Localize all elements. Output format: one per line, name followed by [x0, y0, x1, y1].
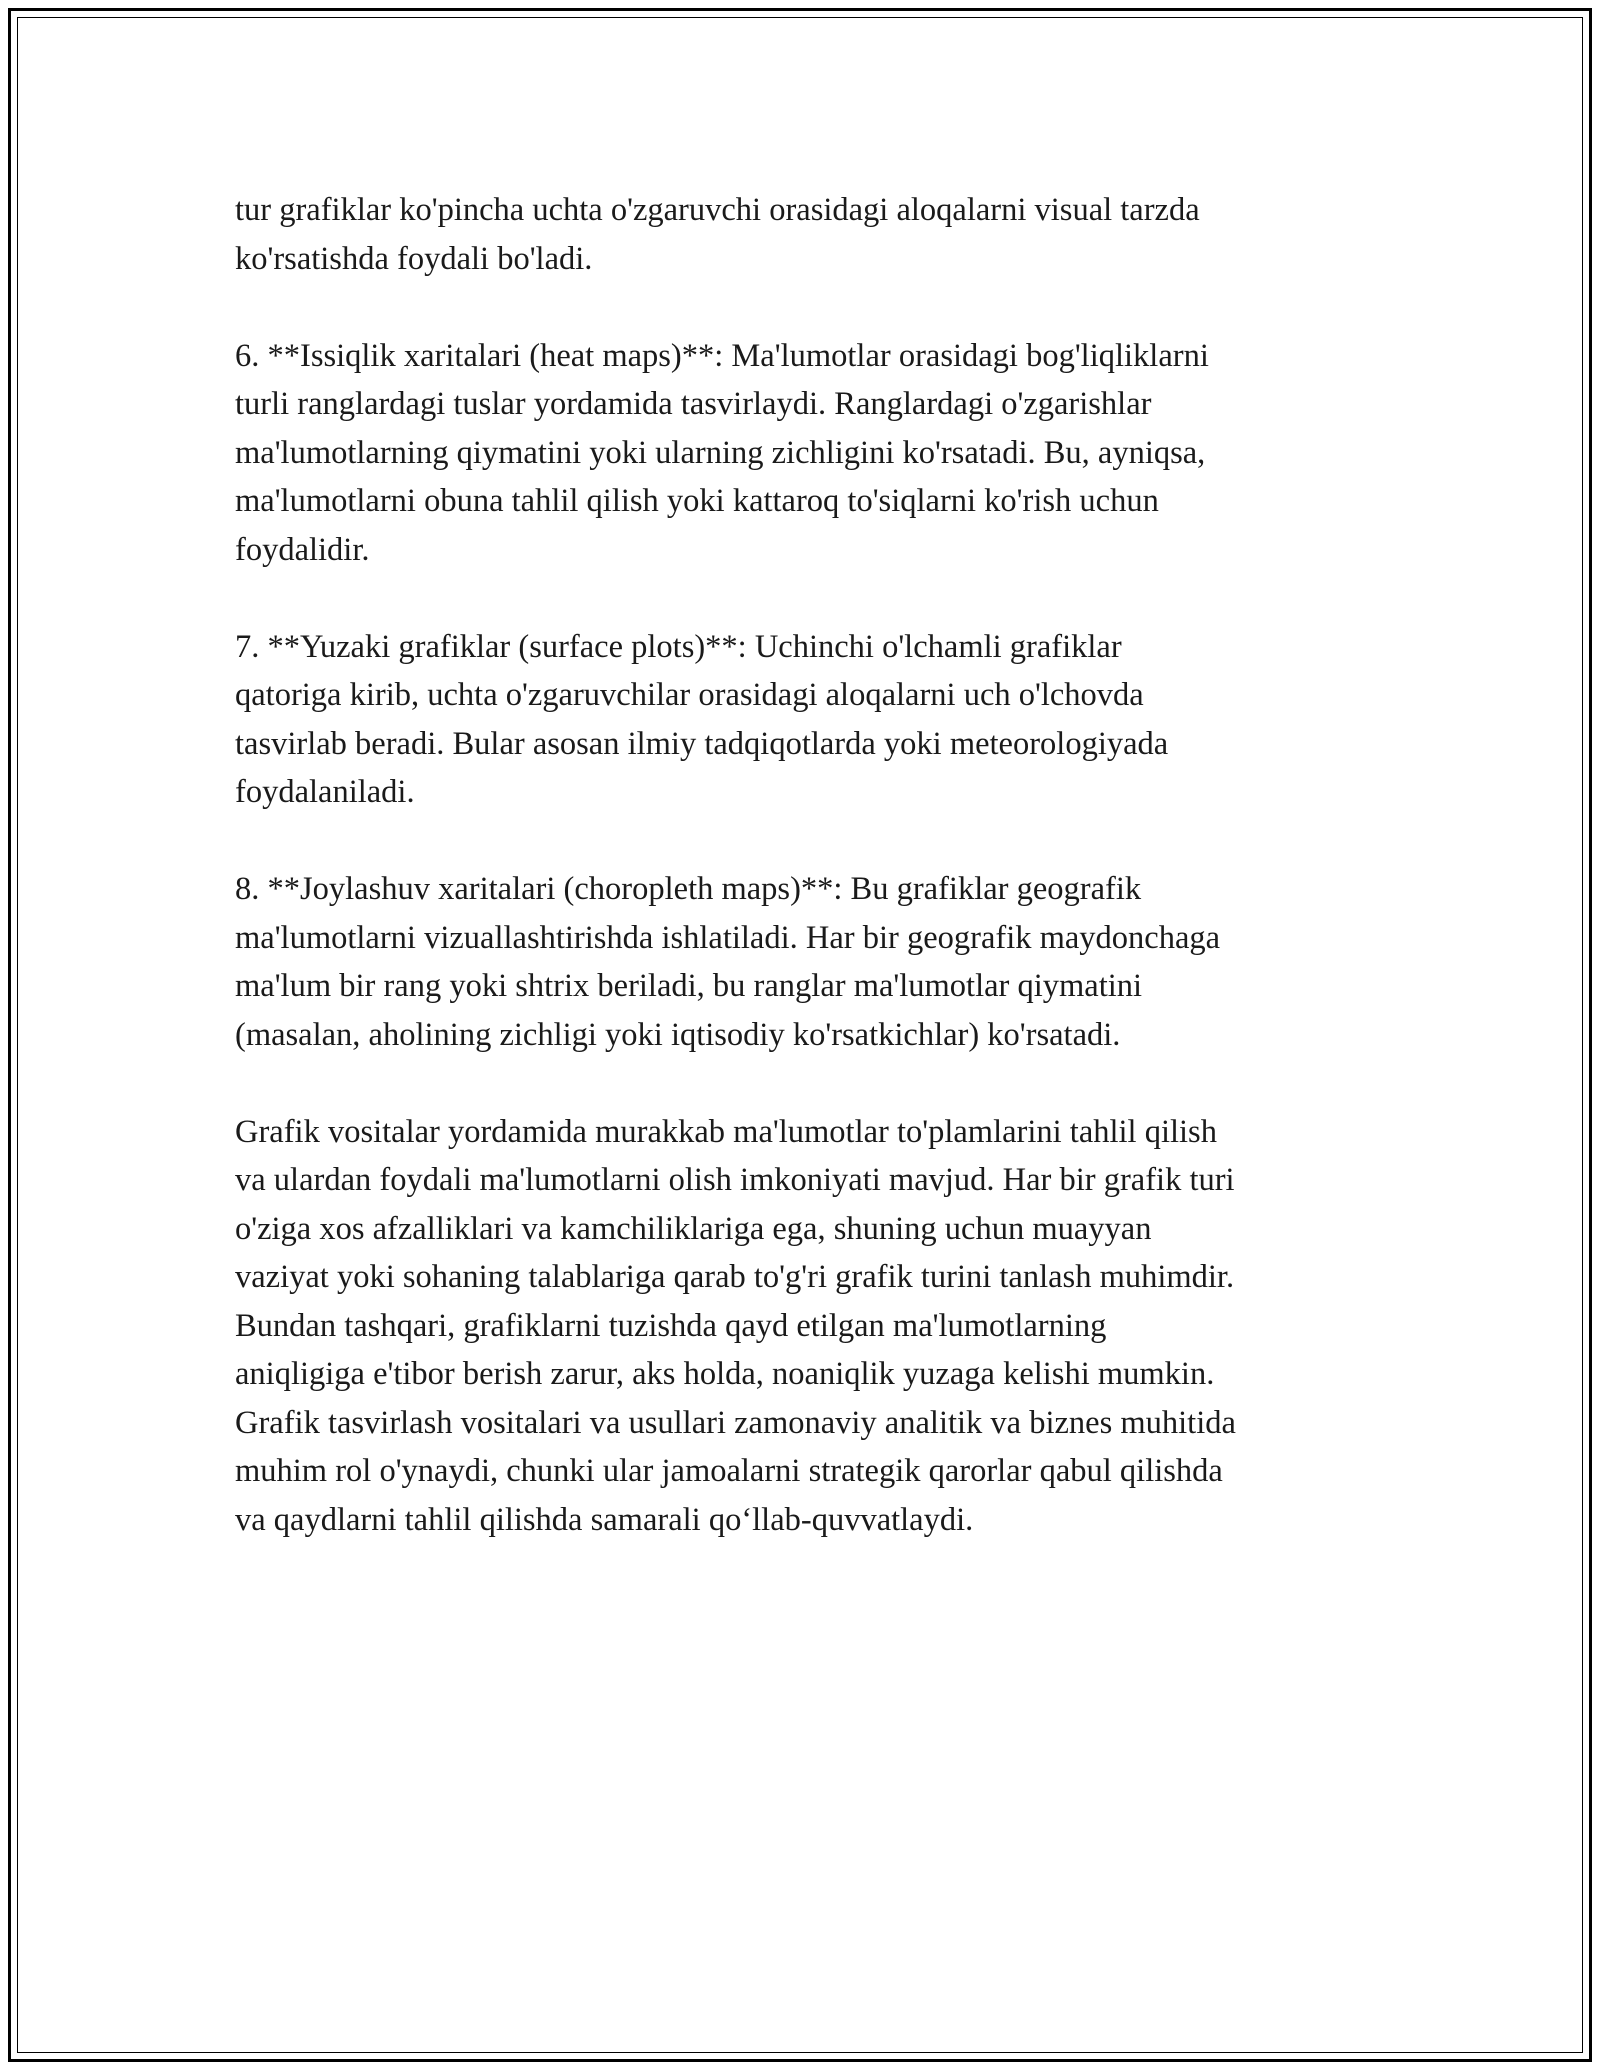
paragraph-surface-plots: 7. **Yuzaki grafiklar (surface plots)**: Uchinchi o'lchamli grafiklar qatoriga kirib, uchta o'zgaruvchilar orasidagi aloqalarni uch o'lchovda tasvirlab beradi. Bular asosan ilmiy tadqiqotlarda yoki meteorologiyada foydalaniladi. [235, 628, 1169, 810]
document-body [235, 186, 1385, 1544]
paragraph-continuation: tur grafiklar ko'pincha uchta o'zgaruvchi orasidagi aloqalarni visual tarzda ko'rsatishda foydali bo'ladi. [235, 192, 1200, 277]
paragraph-choropleth-maps: 8. **Joylashuv xaritalari (choropleth maps)**: Bu grafiklar geografik ma'lumotlarni vizuallashtirishda ishlatiladi. Har bir geografik maydonchaga ma'lum bir rang yoki shtrix beriladi, bu ranglar ma'lumotlar qiymatini (masalan, aholining zichligi yoki iqtisodiy ko'rsatkichlar) ko'rsatadi. [235, 871, 1221, 1053]
paragraph-heat-maps: 6. **Issiqlik xaritalari (heat maps)**: Ma'lumotlar orasidagi bog'liqliklarni turli ranglardagi tuslar yordamida tasvirlaydi. Ranglardagi o'zgarishlar ma'lumotlarning qiymatini yoki ularning zichligini ko'rsatadi. Bu, ayniqsa, ma'lumotlarni obuna tahlil qilish yoki kattaroq to'siqlarni ko'rish uchun foydalidir. [235, 337, 1209, 568]
paragraph-conclusion: Grafik vositalar yordamida murakkab ma'lumotlar to'plamlarini tahlil qilish va ulardan foydali ma'lumotlarni olish imkoniyati mavjud. Har bir grafik turi o'ziga xos afzalliklari va kamchiliklariga ega, shuning uchun muayyan vaziyat yoki sohaning talablariga qarab to'g'ri grafik turini tanlash muhimdir. Bundan tashqari, grafiklarni tuzishda qayd etilgan ma'lumotlarning aniqligiga e'tibor berish zarur, aks holda, noaniqlik yuzaga kelishi mumkin. Grafik tasvirlash vositalari va usullari zamonaviy analitik va biznes muhitida muhim rol o'ynaydi, chunki ular jamoalarni strategik qarorlar qabul qilishda va qaydlarni tahlil qilishda samarali qo‘llab-quvvatlaydi. [235, 1113, 1236, 1538]
